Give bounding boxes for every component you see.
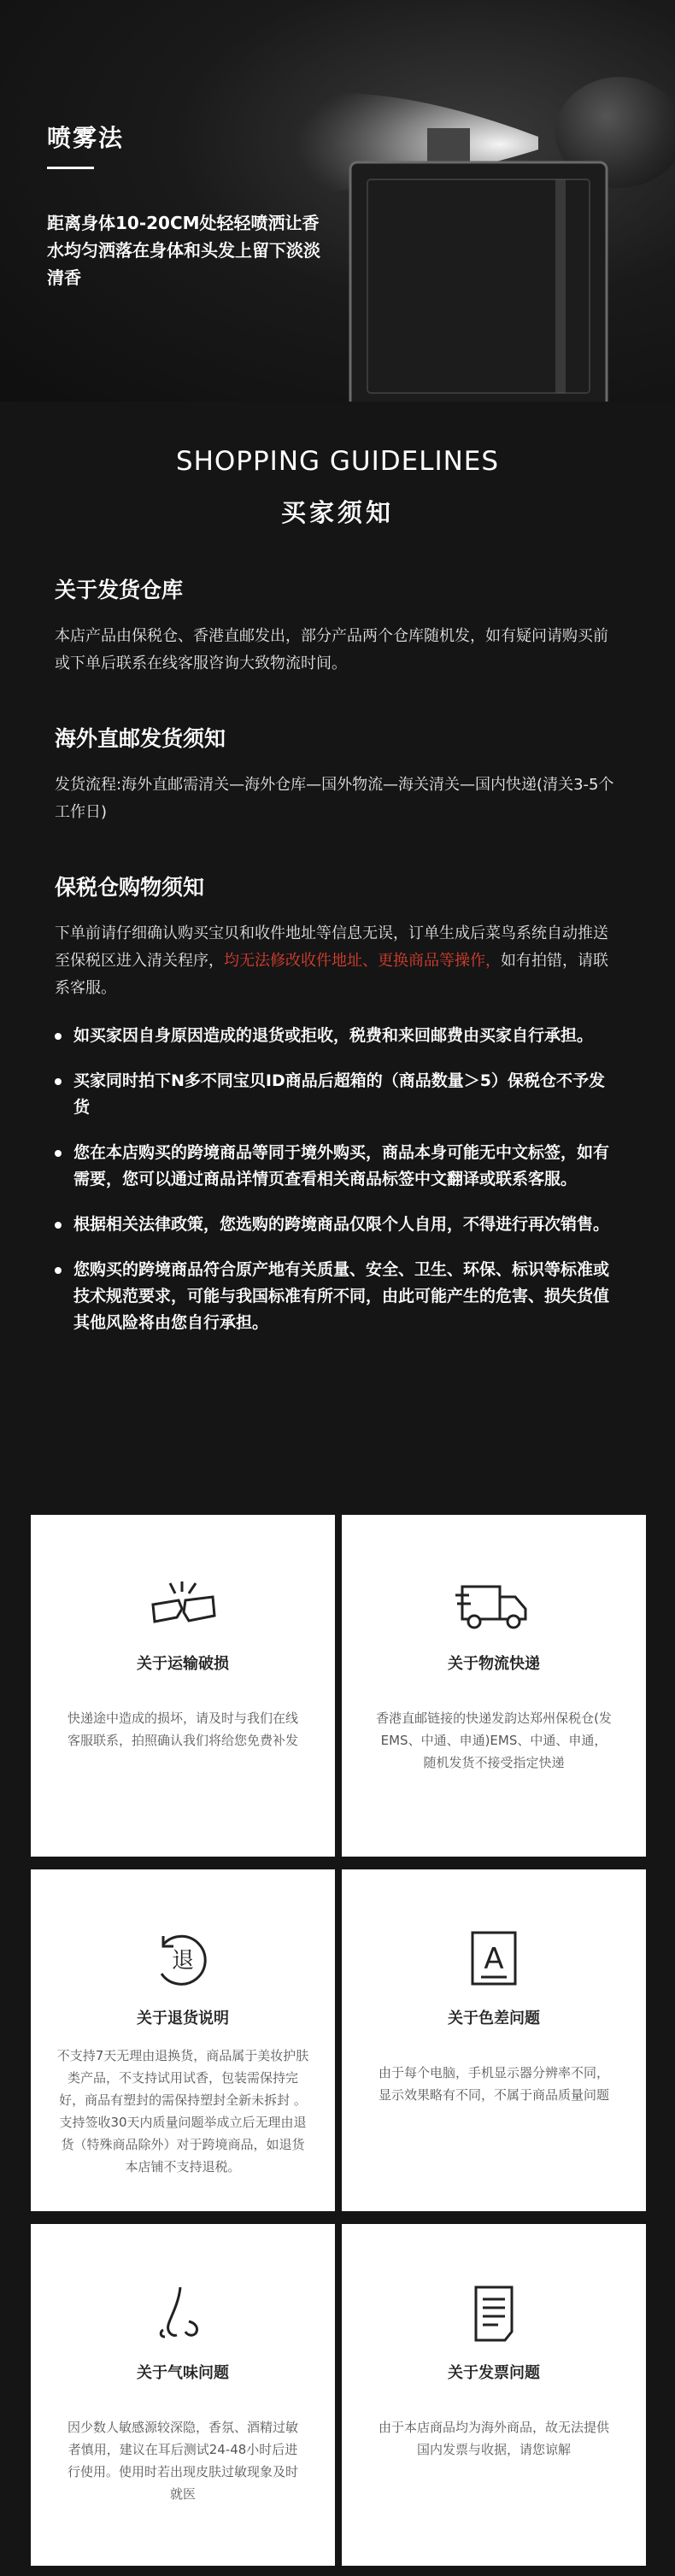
card-title: 关于气味问题: [137, 2364, 229, 2382]
overseas-text: 发货流程:海外直邮需清关—海外仓库—国外物流—海关清关—国内快递(清关3-5个工作日): [55, 776, 614, 821]
hero-description: 距离身体10-20CM处轻轻喷洒让香水均匀洒落在身体和头发上留下淡淡清香: [47, 213, 320, 288]
list-item: 根据相关法律政策，您选购的跨境商品仅限个人自用，不得进行再次销售。: [55, 1212, 620, 1238]
service-cards: [0, 1506, 675, 2576]
hero-banner: [0, 0, 675, 402]
overseas-title: 海外直邮发货须知: [55, 726, 226, 751]
card-text: 由于每个电脑，手机显示器分辨率不同，显示效果略有不同，不属于商品质量问题: [378, 2065, 609, 2103]
card-color-difference: [342, 1869, 646, 2211]
list-item: 如买家因自身原因造成的退货或拒收，税费和来回邮费由买家自行承担。: [55, 1023, 620, 1049]
overseas-section: [55, 722, 620, 826]
list-item: 您购买的跨境商品符合原产地有关质量、安全、卫生、环保、标识等标准或技术规范要求，可能与我国标准有所不同，由此可能产生的危害、损失货值其他风险将由您自行承担。: [55, 1257, 620, 1336]
return-icon: [31, 1929, 335, 1989]
warehouse-text: 本店产品由保税仓、香港直邮发出，部分产品两个仓库随机发，如有疑问请购买前或下单后联系在线客服咨询大致物流时间。: [55, 627, 608, 672]
list-item: 买家同时拍下N多不同宝贝ID商品后超箱的（商品数量＞5）保税仓不予发货: [55, 1068, 620, 1121]
card-text: 因少数人敏感源较深隐，香氛、酒精过敏者慎用，建议在耳后测试24-48小时后进行使用。使用时若出现皮肤过敏现象及时就医: [67, 2420, 298, 2502]
bonded-text-part: 下单前请仔细确认购买宝贝和收件地址等信息无误，订单生成后菜鸟系统自动推送至保税区进入清关程序，: [55, 924, 608, 970]
card-odor: [31, 2224, 335, 2566]
nose-icon: [31, 2284, 335, 2344]
card-shipping-damage: [31, 1515, 335, 1857]
return-icon-char: 退: [171, 1948, 195, 1974]
notice-list: [55, 1023, 620, 1336]
hero-divider: [47, 167, 94, 169]
invoice-icon: [342, 2284, 646, 2344]
bonded-warning-text: 均无法修改收件地址、更换商品等操作，: [224, 952, 501, 970]
bonded-text-part: 如有拍错，请联系客服。: [55, 952, 608, 997]
hero-title: 喷雾法: [47, 124, 125, 152]
card-text: 由于本店商品均为海外商品，故无法提供国内发票与收据，请您谅解: [378, 2420, 609, 2457]
card-title: 关于运输破损: [137, 1655, 229, 1673]
card-logistics: [342, 1515, 646, 1857]
bonded-section: [55, 871, 620, 1336]
card-returns: [31, 1869, 335, 2211]
warehouse-section: [55, 573, 620, 678]
guidelines-title-en: SHOPPING GUIDELINES: [175, 446, 500, 477]
color-icon-char: A: [484, 1942, 504, 1976]
card-text: 快递途中造成的损坏，请及时与我们在线客服联系，拍照确认我们将给您免费补发: [67, 1710, 298, 1748]
shopping-guidelines: [0, 402, 675, 1336]
card-title: 关于色差问题: [448, 2010, 540, 2027]
card-title: 关于退货说明: [137, 2010, 229, 2027]
bonded-title: 保税仓购物须知: [55, 875, 205, 900]
perfume-bottle-graphic: [299, 128, 624, 402]
card-text: 不支持7天无理由退换货，商品属于美妆护肤类产品，不支持试用试香，包装需保持完好，商品有塑封的需保持塑封全新未拆封 。支持签收30天内质量问题举成立后无理由退货（特殊商品除外）对于跨境商品，如退货本店铺不支持退税。: [56, 2048, 309, 2174]
warehouse-title: 关于发货仓库: [55, 578, 184, 602]
bonded-text: [55, 920, 620, 1002]
guidelines-title-cn: 买家须知: [280, 498, 394, 527]
card-invoice: [342, 2224, 646, 2566]
color-a-icon: [342, 1929, 646, 1989]
card-title: 关于物流快递: [448, 1655, 540, 1673]
card-text: 香港直邮链接的快递发韵达郑州保税仓(发EMS、中通、申通)EMS、中通、申通，随机发货不接受指定快递: [376, 1710, 612, 1770]
truck-icon: [342, 1575, 646, 1634]
card-title: 关于发票问题: [448, 2364, 540, 2382]
list-item: 您在本店购买的跨境商品等同于境外购买，商品本身可能无中文标签，如有需要，您可以通过商品详情页查看相关商品标签中文翻译或联系客服。: [55, 1140, 620, 1193]
broken-package-icon: [31, 1575, 335, 1634]
